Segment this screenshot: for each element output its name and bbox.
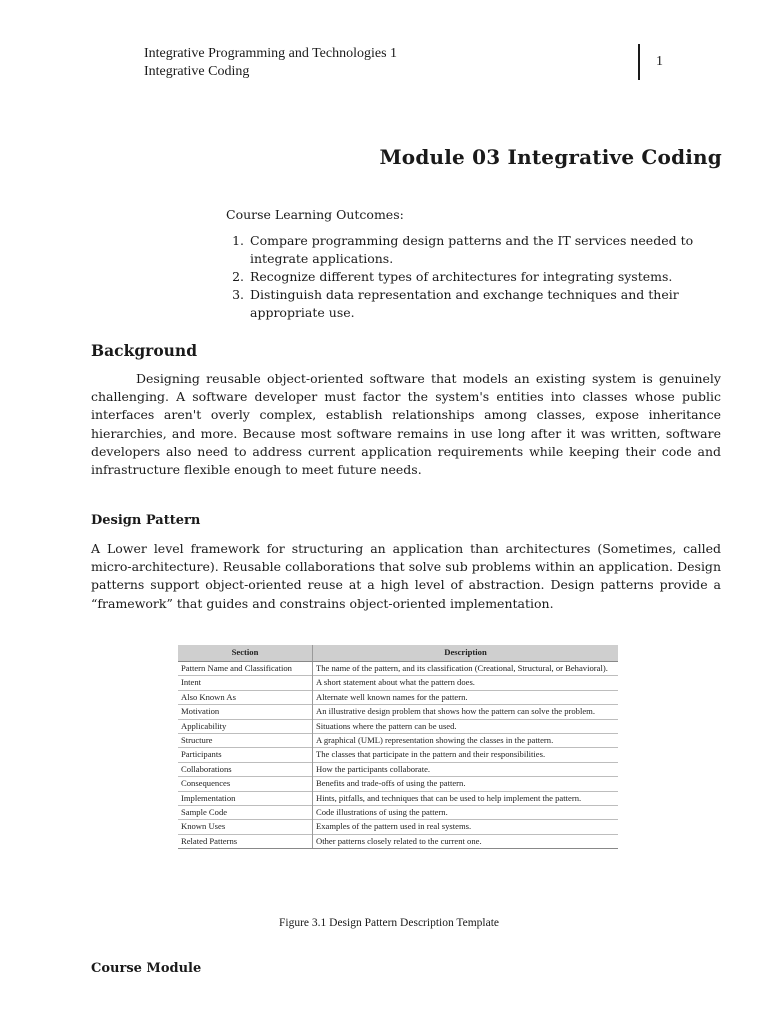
description-cell: Hints, pitfalls, and techniques that can be used to help implement the pattern.: [313, 791, 619, 805]
section-cell: Intent: [178, 676, 313, 690]
course-name: Integrative Programming and Technologies 1: [144, 46, 398, 61]
table-row: [178, 777, 618, 791]
design-pattern-heading: Design Pattern: [91, 513, 201, 528]
table-row: [178, 834, 618, 848]
description-cell: Alternate well known names for the pattern.: [313, 690, 619, 704]
description-cell: An illustrative design problem that shows how the pattern can solve the problem.: [313, 705, 619, 719]
header-subtitle: Integrative Coding: [144, 64, 250, 79]
section-cell: Participants: [178, 748, 313, 762]
description-cell: The name of the pattern, and its classification (Creational, Structural, or Behavioral).: [313, 662, 619, 676]
outcomes-lead: Course Learning Outcomes:: [226, 207, 404, 222]
section-cell: Structure: [178, 734, 313, 748]
table-header-row: [178, 645, 618, 662]
section-cell: Sample Code: [178, 806, 313, 820]
description-cell: A short statement about what the pattern does.: [313, 676, 619, 690]
description-cell: Code illustrations of using the pattern.: [313, 806, 619, 820]
description-cell: Benefits and trade-offs of using the pattern.: [313, 777, 619, 791]
section-cell: Collaborations: [178, 762, 313, 776]
table-row: [178, 734, 618, 748]
table-row: [178, 705, 618, 719]
header-divider: [638, 44, 640, 80]
column-header-description: Description: [313, 645, 619, 662]
list-item: 3. Distinguish data representation and exchange techniques and their appropriate use.: [248, 286, 706, 322]
section-cell: Applicability: [178, 719, 313, 733]
header-titles: [144, 45, 397, 81]
description-cell: Situations where the pattern can be used.: [313, 719, 619, 733]
learning-outcomes: [226, 206, 706, 322]
outcomes-list: [226, 232, 706, 322]
table-row: [178, 690, 618, 704]
table-row: [178, 820, 618, 834]
table-row: [178, 662, 618, 676]
description-cell: A graphical (UML) representation showing the classes in the pattern.: [313, 734, 619, 748]
list-item: 1. Compare programming design patterns and the IT services needed to integrate applications.: [248, 232, 706, 268]
table-row: [178, 719, 618, 733]
table-row: [178, 676, 618, 690]
figure-caption: Figure 3.1 Design Pattern Description Template: [279, 917, 499, 929]
description-cell: Other patterns closely related to the current one.: [313, 834, 619, 848]
design-pattern-paragraph: A Lower level framework for structuring an application than architectures (Sometimes, called micro-architecture). Reusable collaborations that solve sub problems within an application. Design patterns support object-oriented reuse at a high level of abstraction. Design patterns provide a “framework” that guides and constrains object-oriented implementation.: [91, 541, 721, 611]
section-cell: Consequences: [178, 777, 313, 791]
background-heading: Background: [91, 341, 198, 360]
description-cell: Examples of the pattern used in real systems.: [313, 820, 619, 834]
description-cell: How the participants collaborate.: [313, 762, 619, 776]
section-cell: Motivation: [178, 705, 313, 719]
section-cell: Related Patterns: [178, 834, 313, 848]
background-paragraph: Designing reusable object-oriented software that models an existing system is genuinely challenging. A software developer must factor the system's entities into classes whose public interfaces aren't overly complex, establish relationships among classes, expose inheritance hierarchies, and more. Because most software remains in use long after it was written, software developers also need to address current application requirements while keeping their code and infrastructure flexible enough to meet future needs.: [91, 371, 721, 478]
page-number: 1: [656, 54, 663, 69]
column-header-section: Section: [178, 645, 313, 662]
list-item: 2. Recognize different types of architectures for integrating systems.: [248, 268, 706, 286]
section-cell: Implementation: [178, 791, 313, 805]
table-row: [178, 806, 618, 820]
section-cell: Known Uses: [178, 820, 313, 834]
description-cell: The classes that participate in the pattern and their responsibilities.: [313, 748, 619, 762]
module-title: Module 03 Integrative Coding: [379, 145, 722, 169]
table-row: [178, 762, 618, 776]
table-row: [178, 791, 618, 805]
course-module-heading: Course Module: [91, 961, 202, 976]
section-cell: Pattern Name and Classification: [178, 662, 313, 676]
section-cell: Also Known As: [178, 690, 313, 704]
pattern-template-table: [178, 645, 618, 849]
table-row: [178, 748, 618, 762]
